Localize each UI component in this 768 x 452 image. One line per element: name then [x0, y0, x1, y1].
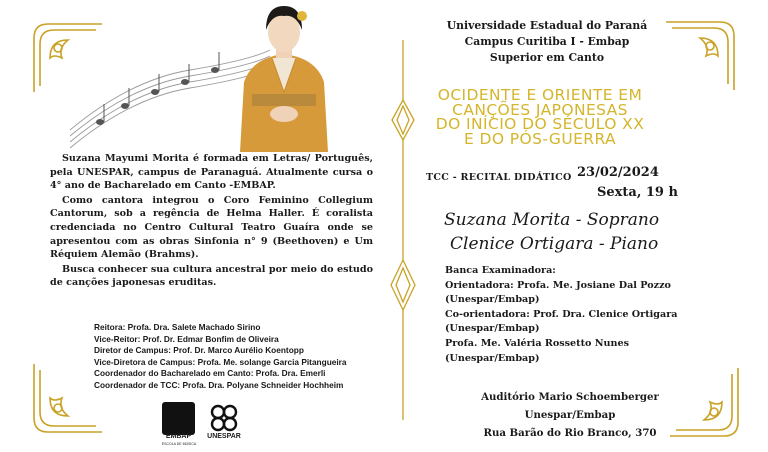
- staff-list: [94, 322, 434, 392]
- unespar-logo-text: UNESPAR: [207, 433, 241, 440]
- recital-label: TCC - RECITAL DIDÁTICO: [426, 172, 572, 183]
- event-time: Sexta, 19 h: [597, 185, 678, 200]
- unespar-logo: [206, 402, 242, 434]
- staff-line: Coordenador do Bacharelado em Canto: Profa. Dra. Emerli: [94, 368, 326, 379]
- embap-logo-subtext: ESCOLA DE MÚSICA: [161, 442, 197, 446]
- performer-pianist: Clenice Ortigara - Piano: [450, 234, 659, 254]
- examination-board: [445, 264, 695, 366]
- staff-line: Coordenador de TCC: Profa. Dra. Polyane Schneider Hochheim: [94, 379, 344, 390]
- portrait-photo: [232, 2, 336, 152]
- embap-logo-text: EMBAP: [165, 433, 192, 440]
- bio-text: [50, 152, 373, 290]
- staff-line: Reitora: Profa. Dra. Salete Machado Sirino: [94, 322, 261, 332]
- board-line: Co-orientadora: Prof. Dra. Clenice Ortigara: [445, 308, 678, 320]
- campus-name: Campus Curitiba I - Embap: [464, 35, 630, 48]
- event-title-line: OCIDENTE E ORIENTE EM: [437, 86, 643, 104]
- board-line: Orientadora: Profa. Me. Josiane Dal Pozzo: [445, 279, 671, 291]
- event-date: 23/02/2024: [577, 165, 659, 180]
- venue-name: Auditório Mario Schoemberger: [481, 391, 659, 403]
- course-name: Superior em Canto: [489, 51, 605, 64]
- venue-info: [420, 388, 720, 442]
- embap-logo: [162, 402, 195, 435]
- board-line: Profa. Me. Valéria Rossetto Nunes: [445, 337, 629, 349]
- venue-address: Rua Barão do Rio Branco, 370: [483, 427, 657, 439]
- event-title-line: DO INÍCIO DO SÉCULO XX: [435, 115, 645, 133]
- performer-singer: Suzana Morita - Soprano: [444, 210, 660, 230]
- bio-paragraph-2: Como cantora integrou o Coro Feminino Collegium Cantorum, sob a regência de Helma Haller. É coralista credenciada no Centro Cultural Teatro Guaíra onde se apresentou com as obras Sinfonia n° 9 (Beethoven) e Um Réquiem Alemão (Brahms).: [50, 194, 373, 261]
- bio-paragraph-1: Suzana Mayumi Morita é formada em Letras/ Português, pela UNESPAR, campus de Paranaguá. Atualmente cursa o 4° ano de Bacharelado em Canto -EMBAP.: [50, 153, 373, 192]
- board-line: (Unespar/Embap): [445, 323, 540, 335]
- staff-line: Vice-Reitor: Prof. Dr. Edmar Bonfim de Oliveira: [94, 333, 279, 344]
- board-line: Banca Examinadora:: [445, 265, 556, 276]
- event-title-line: E DO PÓS-GUERRA: [464, 129, 616, 148]
- university-header: [392, 18, 702, 66]
- board-line: (Unespar/Embap): [445, 352, 540, 364]
- staff-line: Vice-Diretora de Campus: Profa. Me. solange Garcia Pitangueira: [94, 356, 347, 367]
- staff-line: Diretor de Campus: Prof. Dr. Marco Aurélio Koentopp: [94, 345, 304, 356]
- event-title-line: CANÇÕES JAPONESAS: [452, 100, 628, 119]
- venue-institution: Unespar/Embap: [524, 409, 616, 421]
- bio-paragraph-3: Busca conhecer sua cultura ancestral por meio do estudo de canções japonesas eruditas.: [50, 263, 373, 289]
- board-line: (Unespar/Embap): [445, 294, 540, 306]
- event-title: [380, 88, 700, 146]
- university-name: Universidade Estadual do Paraná: [446, 19, 648, 32]
